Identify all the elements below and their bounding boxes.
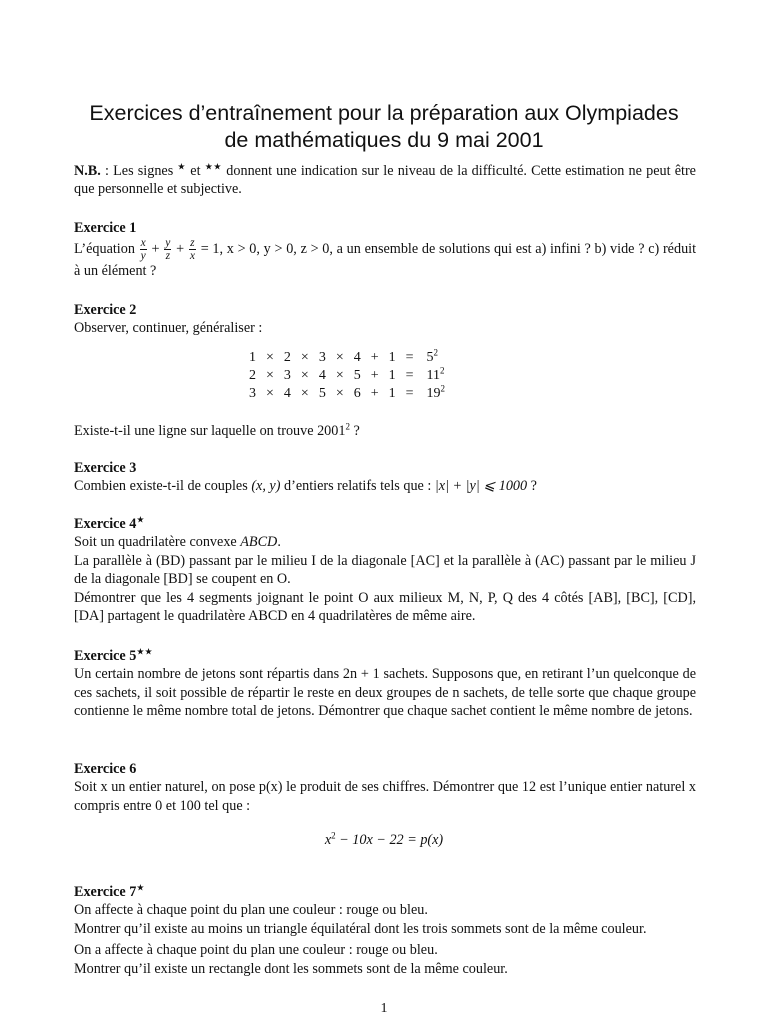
exercise-6-title: Exercice 6 xyxy=(74,761,137,777)
exercise-1 xyxy=(74,219,696,281)
exercise-5 xyxy=(74,647,696,721)
exercise-1-title: Exercice 1 xyxy=(74,220,137,236)
exercise-6-text: Soit x un entier naturel, on pose p(x) le produit de ses chiffres. Démontrer que 12 est l’unique entier naturel x compris entre 0 et 100 tel que : xyxy=(74,779,696,814)
exercise-4-title: Exercice 4★ xyxy=(74,514,145,532)
exercise-7-title: Exercice 7★ xyxy=(74,882,145,900)
fraction-z-x: $\frac{z}{x}$ xyxy=(189,237,195,263)
exercise-3-title: Exercice 3 xyxy=(74,460,137,476)
exercise-4-line-3: Démontrer que les 4 segments joignant le point O aux milieux M, N, P, Q des 4 côtés [AB], [BC], [CD], [DA] partagent le quadrilatère ABCD en 4 quadrilatères de même aire. xyxy=(74,589,696,625)
exercise-7 xyxy=(74,883,696,978)
nb-text-b: et xyxy=(186,163,205,179)
exercise-5-title: Exercice 5★★ xyxy=(74,646,153,664)
exercise-4-line-2: La parallèle à (BD) passant par le milieu I de la diagonale [AC] et la parallèle à (AC) passant par le milieu J de la diagonale [BD] se coupent en O. xyxy=(74,552,696,588)
exercise-2-intro: Observer, continuer, généraliser : xyxy=(74,320,263,337)
nb-note xyxy=(74,162,696,199)
nb-text-a: : Les signes xyxy=(100,163,178,179)
page-number: 1 xyxy=(380,1001,388,1016)
exercise-3-text: Combien existe-t-il de couples (x, y) d’entiers relatifs tels que : |x| + |y| ⩽ 1000 ? xyxy=(74,478,537,495)
star-icon: ★ xyxy=(136,514,145,525)
exercise-1-text: L’équation $\frac{x}{y}$ + $\frac{y}{z}$ + $\frac{z}{x}$ = 1, x > 0, y > 0, z > 0, a un ensemble de solutions qui est a) infini ? b) vide ? c) réduit à un élément ? xyxy=(74,237,697,280)
exercise-7-line-4: Montrer qu’il existe un rectangle dont les sommets sont de la même couleur. xyxy=(74,960,508,977)
star-icon: ★ xyxy=(136,882,145,893)
table-row: 1 × 2 × 3 × 4 + 1 = $5^2$ xyxy=(249,347,439,365)
pattern-table xyxy=(244,349,450,403)
page-title xyxy=(40,100,728,154)
exercise-6-equation: $x^2 - 10x - 22 = p(x)$ xyxy=(324,830,444,848)
exercise-2-question: Existe-t-il une ligne sur laquelle on trouve 2001$^2$ ? xyxy=(74,421,360,439)
star-two-icon: ★★ xyxy=(204,161,223,172)
exercise-7-line-3: On a affecte à chaque point du plan une couleur : rouge ou bleu. xyxy=(74,942,438,959)
exercise-7-line-1: On affecte à chaque point du plan une couleur : rouge ou bleu. xyxy=(74,902,428,919)
title-line-2: de mathématiques du 9 mai 2001 xyxy=(224,128,544,152)
nb-label: N.B. xyxy=(74,163,101,179)
fraction-x-y: $\frac{x}{y}$ xyxy=(140,237,146,263)
star-one-icon: ★ xyxy=(177,161,187,172)
title-line-1: Exercices d’entraînement pour la préparation aux Olympiades xyxy=(89,101,679,125)
exercise-4 xyxy=(74,515,696,625)
exercise-3 xyxy=(74,459,696,496)
fraction-y-z: $\frac{y}{z}$ xyxy=(165,237,171,263)
exercise-2-title: Exercice 2 xyxy=(74,302,137,318)
table-row: 2 × 3 × 4 × 5 + 1 = $11^2$ xyxy=(249,365,445,383)
exercise-7-line-2: Montrer qu’il existe au moins un triangle équilatéral dont les trois sommets sont de la même couleur. xyxy=(74,920,647,937)
exercise-2 xyxy=(74,301,696,338)
exercise-5-text: Un certain nombre de jetons sont répartis dans 2n + 1 sachets. Supposons que, en retirant l’un quelconque de ces sachets, il soit possible de répartir le reste en deux groupes de n sachets, de telle sorte que chaque groupe contienne le même nombre total de jetons. Démontrer que chaque sachet contient le même nombre de jetons. xyxy=(74,666,696,720)
exercise-4-line-1: Soit un quadrilatère convexe ABCD. xyxy=(74,534,281,551)
nb-text-c: donnent une indication sur le niveau de la difficulté. Cette estimation ne peut être que personnelle et subjective. xyxy=(74,163,696,198)
exercise-6 xyxy=(74,760,696,815)
table-row: 3 × 4 × 5 × 6 + 1 = $19^2$ xyxy=(249,383,446,401)
star-icon: ★★ xyxy=(136,646,153,657)
